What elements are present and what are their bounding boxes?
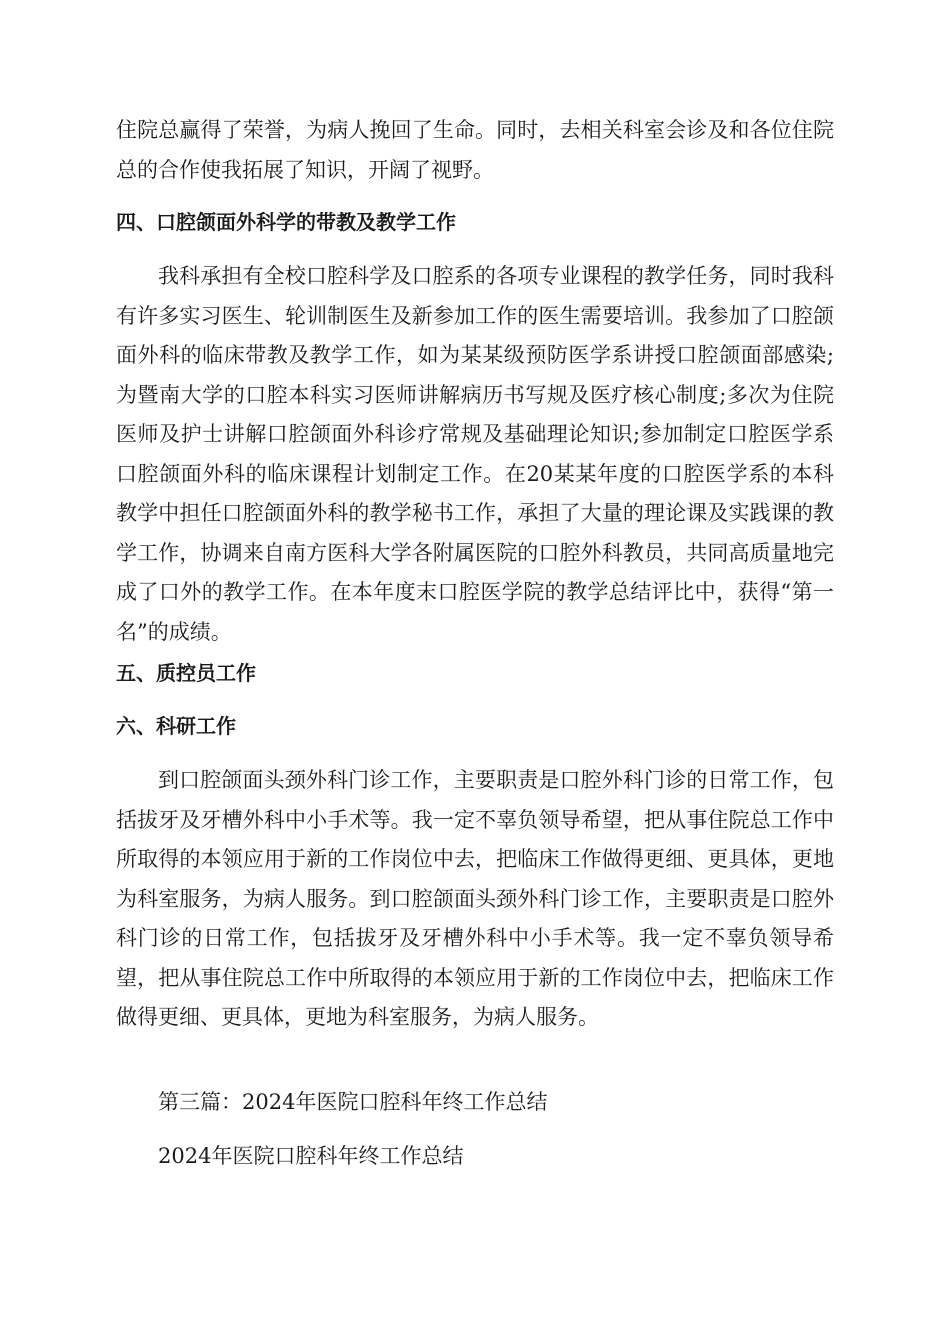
section-heading-teaching: 四、口腔颌面外科学的带教及教学工作 [116, 210, 456, 234]
paragraph-teaching: 我科承担有全校口腔科学及口腔系的各项专业课程的教学任务，同时我科有许多实习医生、轮训制医生及新参加工作的医生需要培训。我参加了口腔颌面外科的临床带教及教学工作，如为某某级预防医学系讲授口腔颌面部感染;为暨南大学的口腔本科实习医师讲解病历书写规及医疗核心制度;多次为住院医师及护士讲解口腔颌面外科诊疗常规及基础理论知识;参加制定口腔医学系口腔颌面外科的临床课程计划制定工作。在20某某年度的口腔医学系的本科教学中担任口腔颌面外科的教学秘书工作，承担了大量的理论课及实践课的教学工作，协调来自南方医科大学各附属医院的口腔外科教员，共同高质量地完成了口外的教学工作。在本年度末口腔医学院的教学总结评比中，获得“第一名”的成绩。 [116, 264, 834, 644]
paragraph-research: 到口腔颌面头颈外科门诊工作，主要职责是口腔外科门诊的日常工作，包括拔牙及牙槽外科中小手术等。我一定不辜负领导希望，把从事住院总工作中所取得的本领应用于新的工作岗位中去，把临床工作做得更细、更具体，更地为科室服务，为病人服务。到口腔颌面头颈外科门诊工作，主要职责是口腔外科门诊的日常工作，包括拔牙及牙槽外科中小手术等。我一定不辜负领导希望，把从事住院总工作中所取得的本领应用于新的工作岗位中去，把临床工作做得更细、更具体，更地为科室服务，为病人服务。 [116, 768, 834, 1029]
section-heading-research: 六、科研工作 [116, 714, 236, 738]
part-three-title-line: 第三篇：2024年医院口腔科年终工作总结 [158, 1090, 548, 1114]
section-heading-quality-control: 五、质控员工作 [116, 661, 256, 685]
paragraph-intro: 住院总赢得了荣誉，为病人挽回了生命。同时，去相关科室会诊及和各位住院总的合作使我拓展了知识，开阔了视野。 [116, 118, 834, 182]
document-title-line: 2024年医院口腔科年终工作总结 [158, 1144, 464, 1168]
